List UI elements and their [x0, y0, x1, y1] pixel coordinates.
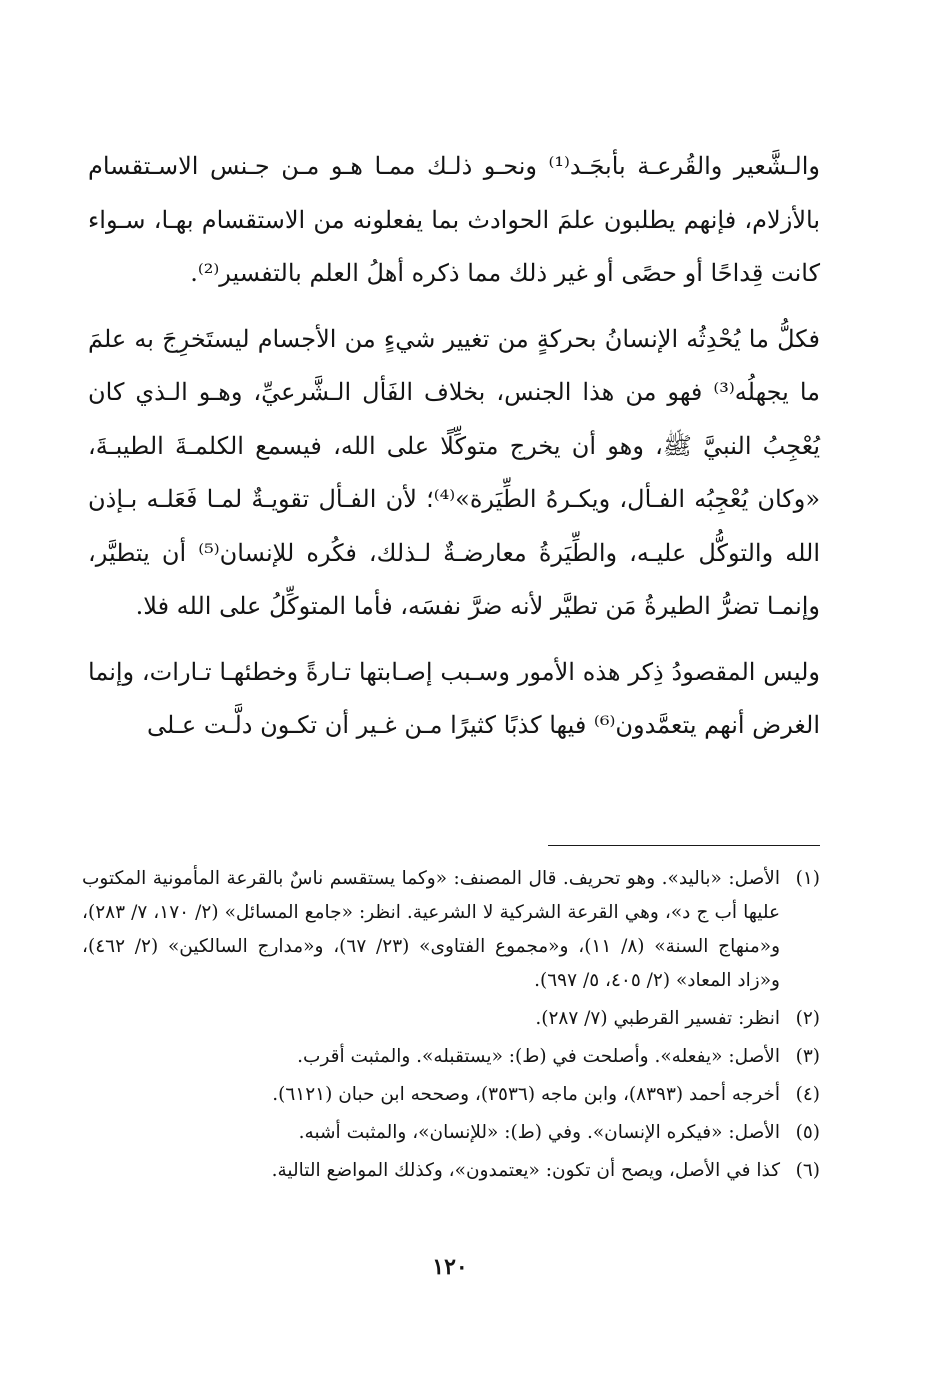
footnote-number: (١) [795, 868, 820, 889]
footnote-text: انظر: تفسير القرطبي (٧/ ٢٨٧). [535, 1008, 780, 1029]
main-text-body [88, 140, 820, 753]
paragraph-2: فكلُّ ما يُحْدِثُه الإنسانُ بحركةٍ من تغيير شيءٍ من الأجسام ليستَخرِجَ به علمَ ما يجهلُه⁽³⁾ فهو من هذا الجنس، بخلاف الفَأل الـشَّرعيِّ، وهـو الـذي كان يُعْجِبُ النبيَّ ﷺ، وهو أن يخرج متوكِّلًا على الله، فيسمع الكلمـةَ الطيبـةَ، «وكان يُعْجِبُه الفـأل، ويكـرهُ الطِّيَرة»⁽⁴⁾؛ لأن الفـأل تقويـةٌ لمـا فَعَلـه بـإذن الله والتوكُّل عليـه، والطِّيَرةُ معارضـةٌ لـذلك، فكُره للإنسان⁽⁵⁾ أن يتطيَّر، وإنمـا تضرُّ الطيرةُ مَن تطيَّر لأنه ضرَّ نفسَه، فأما المتوكِّلُ على الله فلا. [88, 324, 820, 620]
footnote-text: الأصل: «فيكره الإنسان». وفي (ط): «للإنسان»، والمثبت أشبه. [298, 1122, 780, 1143]
footnote-number: (٣) [795, 1046, 820, 1067]
footnote-6 [82, 1154, 820, 1188]
footnote-1 [82, 862, 820, 998]
footnote-number: (٦) [795, 1160, 820, 1181]
footnote-number: (٢) [795, 1008, 820, 1029]
footnote-separator [548, 845, 820, 846]
footnote-text: الأصل: «يفعله». وأصلحت في (ط): «يستقبله». والمثبت أقرب. [297, 1046, 780, 1067]
footnotes-section [82, 862, 820, 1192]
footnote-3 [82, 1040, 820, 1074]
footnote-2 [82, 1002, 820, 1036]
page-number: ١٢٠ [432, 1254, 468, 1280]
footnote-4 [82, 1078, 820, 1112]
paragraph-1: والـشَّعير والقُرعـة بأبجَـد⁽¹⁾ ونحـو ذلـك ممـا هـو مـن جـنس الاسـتقسام بالأزلام، فإنهم يطلبون علمَ الحوادث بما يفعلونه من الاستقسام بهـا، سـواء كانت قِداحًا أو حصًى أو غير ذلك مما ذكره أهلُ العلم بالتفسير⁽²⁾. [88, 152, 820, 287]
footnote-5 [82, 1116, 820, 1150]
footnote-number: (٥) [795, 1122, 820, 1143]
footnote-text: أخرجه أحمد (٨٣٩٣)، وابن ماجه (٣٥٣٦)، وصححه ابن حبان (٦١٢١). [272, 1084, 780, 1105]
footnote-text: كذا في الأصل، ويصح أن تكون: «يعتمدون»، وكذلك المواضع التالية. [271, 1160, 780, 1181]
footnote-text: الأصل: «باليد». وهو تحريف. قال المصنف: «وكما يستقسم ناسٌ بالقرعة المأمونية المكتوب عليها أب ج د»، وهي القرعة الشركية لا الشرعية. انظر: «جامع المسائل» (٢/ ١٧٠، ٧/ ٢٨٣)، و«منهاج السنة» (٨/ ١١)، و«مجموع الفتاوى» (٢٣/ ٦٧)، و«مدارج السالكين» (٢/ ٤٦٢)، و«زاد المعاد» (٢/ ٤٠٥، ٥/ ٦٩٧). [82, 868, 781, 991]
paragraph-3: وليس المقصودُ ذِكر هذه الأمور وسـبب إصـابتها تـارةً وخطئهـا تـارات، وإنما الغرض أنهم يتعمَّدون⁽⁶⁾ فيها كذبًا كثيرًا مـن غـير أن تكـون دلَّـت عـلى [88, 657, 820, 739]
footnote-number: (٤) [795, 1084, 820, 1105]
